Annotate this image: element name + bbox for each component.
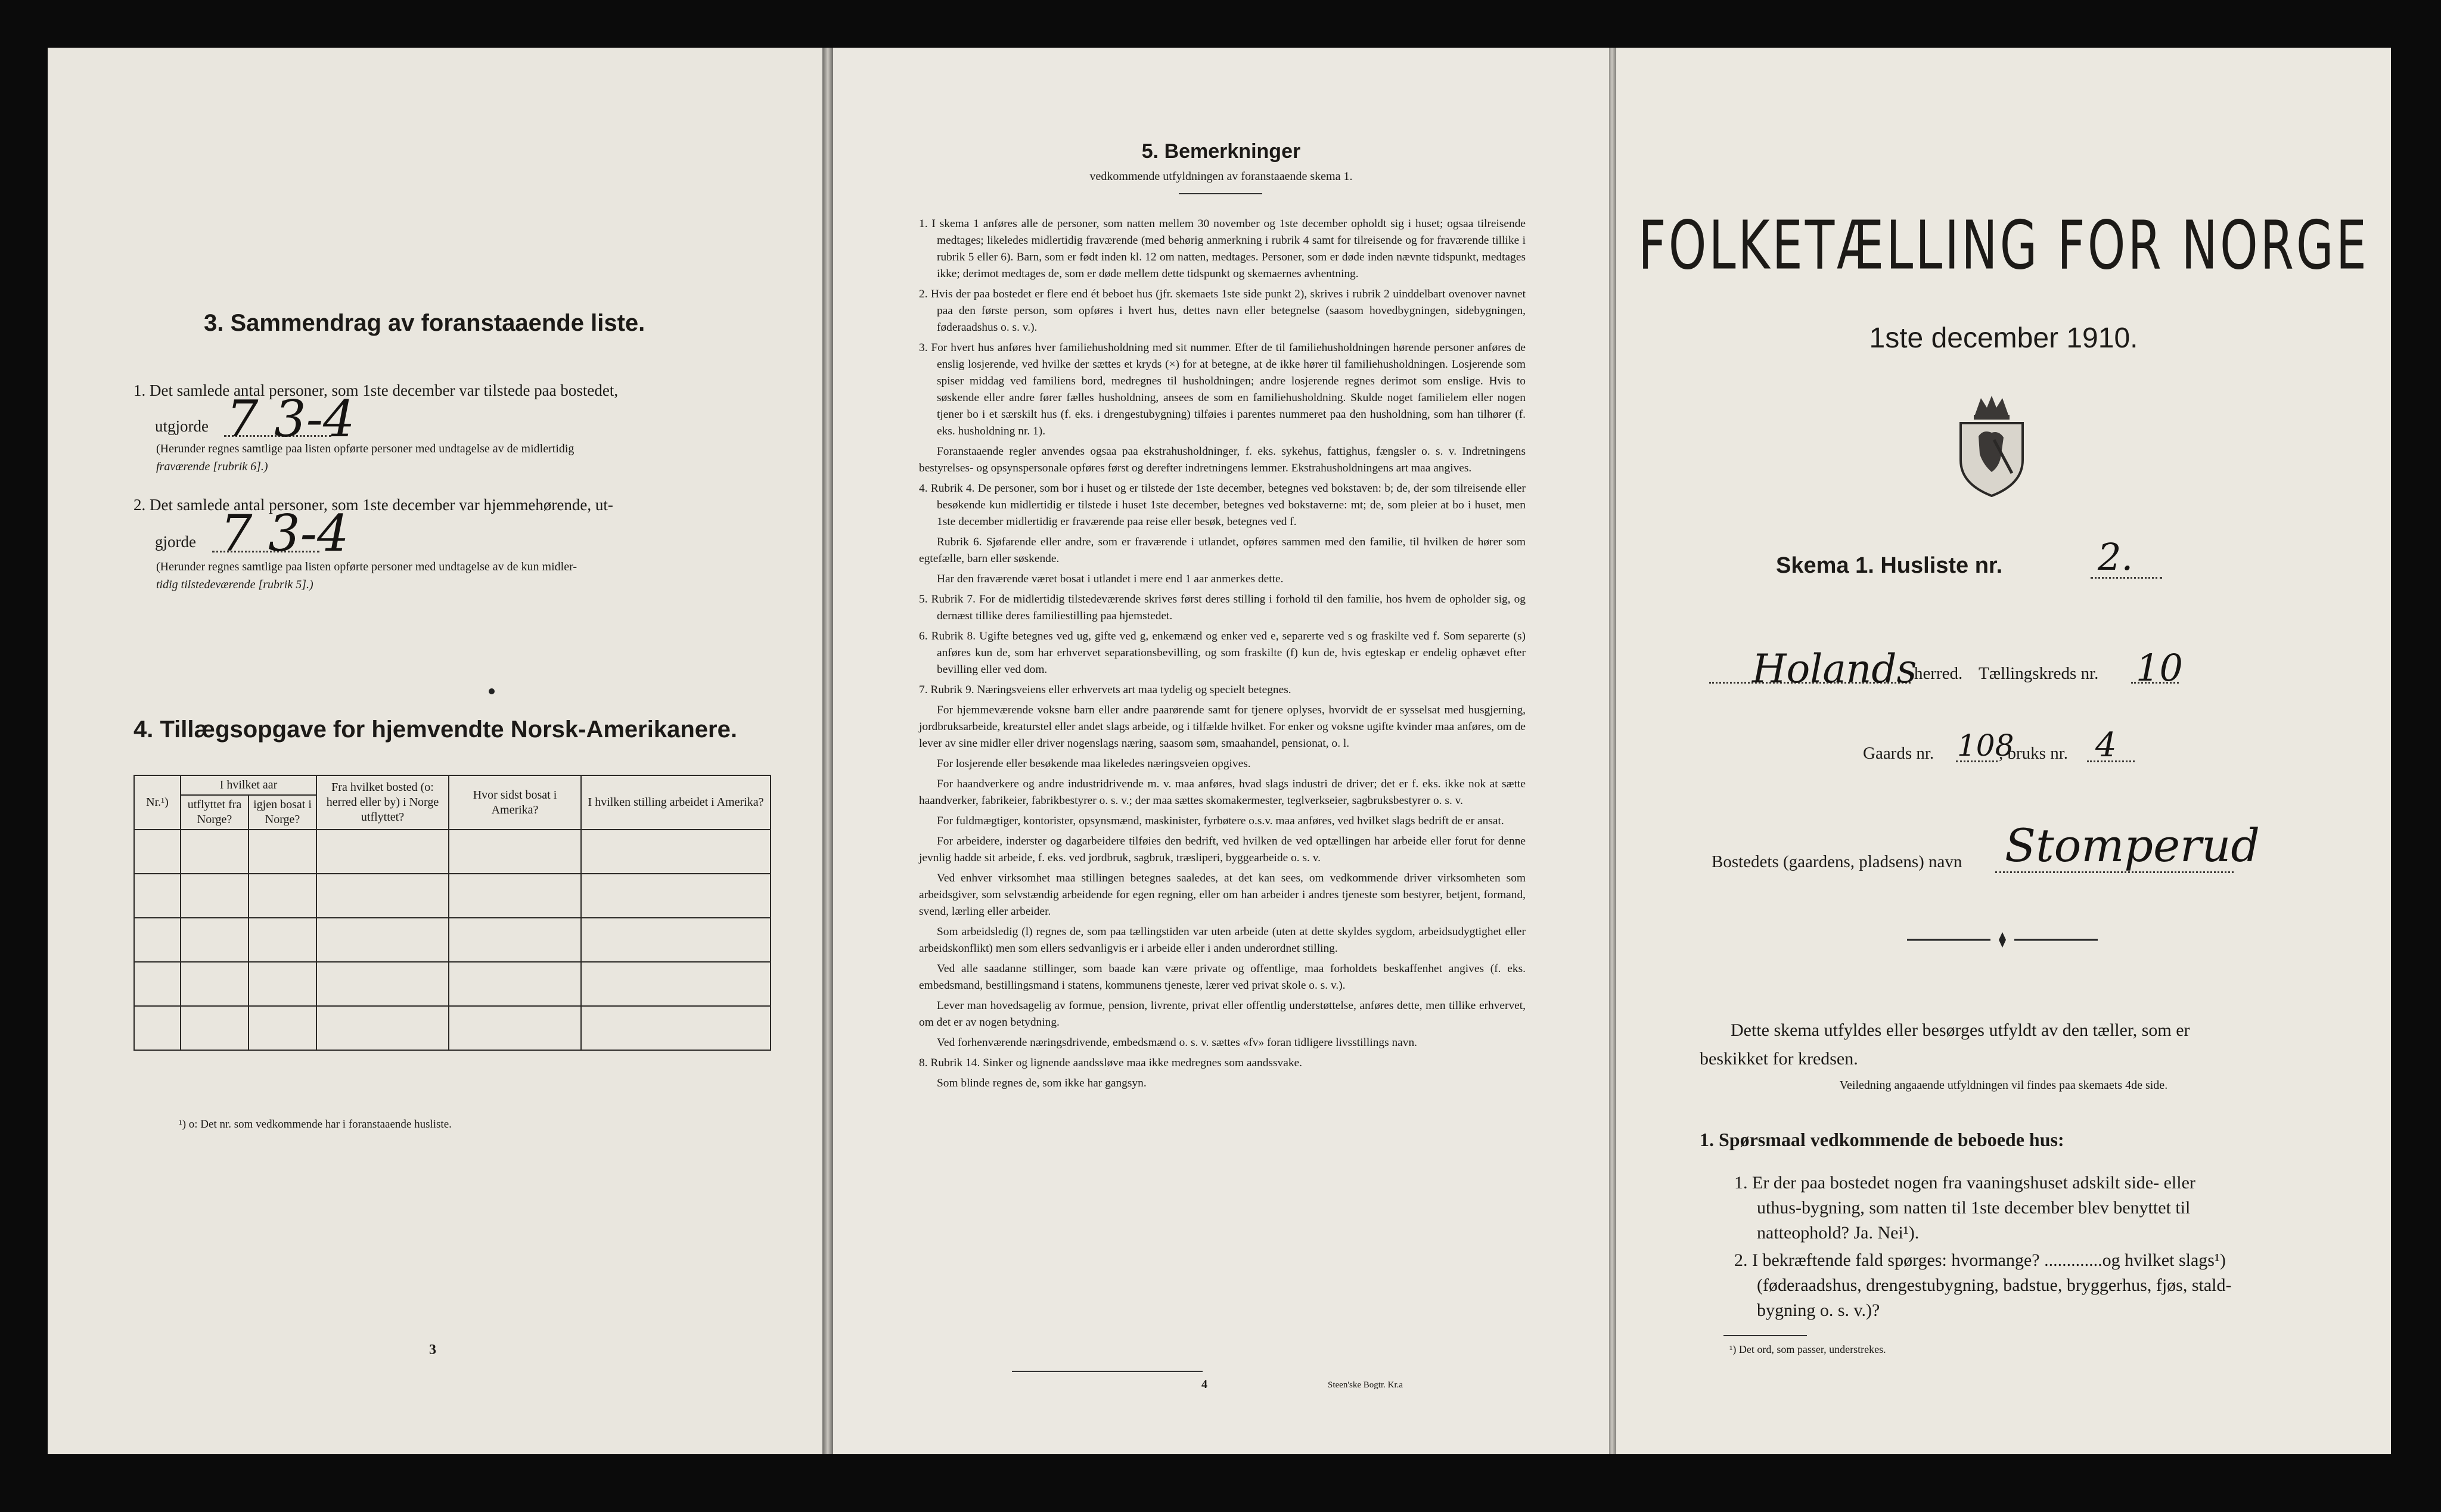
remark-3b: Foranstaaende regler anvendes ogsaa paa ekstrahusholdninger, f. eks. sykehus, fattighus, fængsler o. s. v. Indretningens bestyrelses- og opsynspersonale opføres først og derefter indretningens lemmer. Ekstrahusholdningens art maa angives. bbox=[919, 445, 1526, 474]
item1-note: (Herunder regnes samtlige paa listen opførte personer med undtagelse av de midlertidig bbox=[156, 442, 574, 455]
question-2-line-2: (føderaadshus, drengestubygning, badstue, bryggerhus, fjøs, stald- bbox=[1757, 1275, 2232, 1295]
remarks-subheading: vedkommende utfyldningen av foranstaaende skema 1. bbox=[1089, 170, 1353, 183]
col-hvilket-aar: I hvilket aar bbox=[181, 775, 316, 795]
item2-utgjorde: gjorde bbox=[155, 533, 196, 551]
form-title: FOLKETÆLLING FOR NORGE bbox=[1638, 206, 2369, 285]
col-nr: Nr.¹) bbox=[134, 775, 181, 830]
col-fra-bosted: Fra hvilket bosted (o: herred eller by) i Norge utflyttet? bbox=[316, 775, 449, 830]
remark-7j: Lever man hovedsagelig av formue, pension, livrente, privat eller offentlig understøttelse, anføres dette, men tillike erhvervet, om det er av nogen betydning. bbox=[919, 999, 1526, 1029]
bosted-value: Stomperud bbox=[2005, 819, 2260, 872]
table-row bbox=[134, 1006, 771, 1050]
section3-heading: 3. Sammendrag av foranstaaende liste. bbox=[204, 310, 645, 336]
col-utflyttet: utflyttet fra Norge? bbox=[181, 795, 249, 830]
remark-7k: Ved forhenværende næringsdrivende, embedsmænd o. s. v. sættes «fv» foran tidligere livsstillings navn. bbox=[937, 1036, 1418, 1049]
kreds-label: Tællingskreds nr. bbox=[1979, 664, 2099, 683]
norsk-amerikanere-table bbox=[133, 775, 771, 1051]
page-3 bbox=[48, 48, 822, 1454]
page-1-cover bbox=[1616, 48, 2391, 1454]
item2-text: 2. Det samlede antal personer, som 1ste december var hjemmehørende, ut- bbox=[133, 496, 613, 514]
page-5-remarks bbox=[833, 48, 1609, 1454]
page-number: 3 bbox=[429, 1342, 436, 1358]
remark-1: 1. I skema 1 anføres alle de personer, som natten mellem 30 november og 1ste december opholdt sig i huset; ogsaa tilreisende medtages; likeledes midlertidig fraværende (med behørig anmerkning i rubrik 4 samt for tilreisende og for fraværende tillike i rubrik 5 eller 6). Barn, som er født inden kl. 12 om natten, medtages. Personer, som er døde inden nævnte tidspunkt, medtages ikke; derimot medtages de, som er døde mellem dette tidspunkt og skemaernes avhentning. bbox=[919, 218, 1526, 280]
section4-heading: 4. Tillægsopgave for hjemvendte Norsk-Amerikanere. bbox=[133, 716, 737, 743]
herred-label: herred. bbox=[1914, 664, 1963, 683]
page-number: 4 bbox=[1201, 1378, 1207, 1391]
table-row bbox=[134, 962, 771, 1006]
item2-note: (Herunder regnes samtlige paa listen opførte personer med undtagelse av de kun midler- bbox=[156, 560, 577, 573]
coat-of-arms-icon bbox=[1950, 395, 2033, 497]
table-footnote: ¹) o: Det nr. som vedkommende har i foranstaaende husliste. bbox=[179, 1118, 452, 1131]
herred-value: Holands bbox=[1752, 646, 1917, 692]
remarks-heading: 5. Bemerkninger bbox=[1141, 140, 1301, 163]
bosted-label: Bostedets (gaardens, pladsens) navn bbox=[1712, 852, 1962, 871]
remark-7h: Som arbeidsledig (l) regnes de, som paa tællingstiden var uten arbeide (uten at dette skyldes sygdom, arbeidsudygtighet eller arbeidskonflikt) men som ellers sedvanligvis er i arbeide eller i anden underordnet stilling. bbox=[919, 926, 1526, 955]
veiledning-note: Veiledning angaaende utfyldningen vil findes paa skemaets 4de side. bbox=[1839, 1079, 2168, 1092]
item1-note-cont: fraværende [rubrik 6].) bbox=[156, 460, 268, 473]
remark-5: 5. Rubrik 7. For de midlertidig tilstedeværende skrives først deres stilling i forhold til den familie, hos hvem de opholder sig, og dernæst tillike deres familiestilling paa hjemstedet. bbox=[919, 593, 1526, 622]
item2-handwritten-value: 7 3-4 bbox=[221, 504, 349, 563]
item1-handwritten-value: 7 3-4 bbox=[226, 390, 355, 448]
bruks-value: 4 bbox=[2095, 726, 2117, 765]
remark-4c: Har den fraværende været bosat i utlandet i mere end 1 aar anmerkes dette. bbox=[937, 573, 1284, 585]
remark-7g: Ved enhver virksomhet maa stillingen betegnes saaledes, at det kan sees, om vedkommende driver virksomheten som arbeidsgiver, som selvstændig arbeidende for egen regning, eller om han arbeider i andres tjeneste som bestyrer, betjent, formand, svend, lærling eller arbeider. bbox=[919, 872, 1526, 918]
remark-3: 3. For hvert hus anføres hver familiehusholdning med sit nummer. Efter de til familiehusholdningen hørende personer anføres de enslig losjerende, ved hvilke der sættes et kryds (×) for at betegne, at de ikke hører til familiehusholdningen. Losjerende som spiser middag ved familiens bord, medregnes til husholdningen; andre losjerende regnes derimot som enslige. Hvis to søskende eller andre fører fælles husholdning, ansees de som en familiehusholdning. Skulde noget familielem eller nogen tjener bo i et særskilt hus (f. eks. i drengestubygning) tilføies i parentes nummeret paa den husholdning, som han tilhører (f. eks. husholdning nr. 1). bbox=[919, 341, 1526, 437]
remark-2: 2. Hvis der paa bostedet er flere end ét beboet hus (jfr. skemaets 1ste side punkt 2), skrives i rubrik 2 uinddelbart ovenover navnet paa den første person, som opføres i hvert hus, dettes navn eller betegnelse (saasom hovedbygningen, sidebygningen, føderaadshus o. s. v.). bbox=[919, 288, 1526, 334]
table-row bbox=[134, 874, 771, 918]
kreds-value: 10 bbox=[2136, 646, 2183, 690]
remark-7i: Ved alle saadanne stillinger, som baade kan være private og offentlige, maa forholdets beskaffenhet angives (f. eks. embedsmand, bestillingsmand i statens, kommunens tjeneste, lærer ved privat skole o. s. v.). bbox=[919, 963, 1526, 992]
question-2-line-1: 2. I bekræftende fald spørges: hvormange? .............og hvilket slags¹) bbox=[1734, 1250, 2226, 1270]
husliste-nr-value: 2. bbox=[2098, 535, 2133, 579]
table-row bbox=[134, 918, 771, 962]
bruks-label: , bruks nr. bbox=[1999, 744, 2068, 763]
remark-7b: For hjemmeværende voksne barn eller andre paarørende samt for tjenere oplyses, hvorvidt de er sysselsat med husgjerning, jordbruksarbeide, kreaturstel eller andet slags arbeide, og i tilfælde hvilket. For enker og voksne ugifte kvinder maa anføres, om de lever av sine midler eller driver nogenslags næring, saasom søm, smaahandel, pensionat, o. l. bbox=[919, 704, 1526, 750]
printer-imprint: Steen'ske Bogtr. Kr.a bbox=[1328, 1380, 1403, 1390]
remark-6: 6. Rubrik 8. Ugifte betegnes ved ug, gifte ved g, enkemænd og enker ved e, separerte ved s og fraskilte ved f. Som separerte (s) anføres kun de, som har erhvervet separationsbevilling, og som fraskilte (f) kun de, hvis egteskap er endelig ophævet efter bevilling eller ved dom. bbox=[919, 630, 1526, 676]
table-row bbox=[134, 830, 771, 874]
remark-7f: For arbeidere, inderster og dagarbeidere tilføies den bedrift, ved hvilken de ved optællingen har arbeide eller forut for denne jevnlig hadde sit arbeide, f. eks. ved jordbruk, sagbruk, træsliperi, byggearbeide o. s. v. bbox=[919, 835, 1526, 864]
ornament-divider bbox=[1907, 930, 2098, 950]
census-date: 1ste december 1910. bbox=[1869, 322, 2138, 354]
remark-7: 7. Rubrik 9. Næringsveiens eller erhvervets art maa tydelig og specielt betegnes. bbox=[919, 684, 1291, 696]
questions-heading: 1. Spørsmaal vedkommende de beboede hus: bbox=[1700, 1129, 2064, 1150]
item2-note-cont: tidig tilstedeværende [rubrik 5].) bbox=[156, 578, 313, 591]
page1-footnote: ¹) Det ord, som passer, understrekes. bbox=[1729, 1343, 1886, 1355]
col-igjen: igjen bosat i Norge? bbox=[249, 795, 316, 830]
gaards-value: 108 bbox=[1957, 728, 2014, 763]
remarks-list bbox=[919, 216, 1526, 1095]
remark-8b: Som blinde regnes de, som ikke har gangsyn. bbox=[937, 1077, 1147, 1089]
remark-4b: Rubrik 6. Sjøfarende eller andre, som er fraværende i utlandet, opføres sammen med den familie, til hvilken de hører som egtefælle, barn eller søskende. bbox=[919, 536, 1526, 565]
question-1-line-2: uthus-bygning, som natten til 1ste december blev benyttet til bbox=[1757, 1198, 2191, 1218]
remark-7d: For haandverkere og andre industridrivende m. v. maa anføres, hvad slags industri de driver; det er f. eks. ikke nok at sætte haandverker, fabrikeier, fabrikbestyrer o. s. v.; der maa sættes skomakermester, teglverkseier, sagbruksbestyrer o. s. v. bbox=[919, 778, 1526, 807]
item1-text: 1. Det samlede antal personer, som 1ste december var tilstede paa bostedet, bbox=[133, 381, 619, 399]
question-1-line-1: 1. Er der paa bostedet nogen fra vaaningshuset adskilt side- eller bbox=[1734, 1173, 2195, 1193]
remark-8: 8. Rubrik 14. Sinker og lignende aandssløve maa ikke medregnes som aandssvake. bbox=[919, 1057, 1302, 1069]
intro-line-2: beskikket for kredsen. bbox=[1700, 1049, 1858, 1069]
skema-label: Skema 1. Husliste nr. bbox=[1776, 553, 2003, 578]
gaards-label: Gaards nr. bbox=[1863, 744, 1934, 763]
col-stilling: I hvilken stilling arbeidet i Amerika? bbox=[581, 775, 771, 830]
col-hvor-bosat: Hvor sidst bosat i Amerika? bbox=[449, 775, 581, 830]
remark-4: 4. Rubrik 4. De personer, som bor i huset og er tilstede der 1ste december, betegnes ved bokstaven: b; de, der som tilreisende eller besøkende kun midlertidig er tilstede i huset 1ste december, betegnes ved bokstaverne: mt; de, som pleier at bo i huset, men 1ste december midlertidig er fraværende paa reise eller besøk, betegnes ved f. bbox=[919, 482, 1526, 528]
question-2-line-3: bygning o. s. v.)? bbox=[1757, 1300, 1880, 1320]
remark-7e: For fuldmægtiger, kontorister, opsynsmænd, maskinister, fyrbøtere o.s.v. maa anføres, ved hvilket slags bedrift de er ansat. bbox=[937, 815, 1504, 827]
remark-7c: For losjerende eller besøkende maa likeledes næringsveien opgives. bbox=[937, 757, 1251, 770]
ink-dot bbox=[489, 688, 495, 694]
item1-utgjorde: utgjorde bbox=[155, 417, 209, 435]
question-1-line-3: natteophold? Ja. Nei¹). bbox=[1757, 1223, 1920, 1243]
intro-line-1: Dette skema utfyldes eller besørges utfyldt av den tæller, som er bbox=[1731, 1020, 2190, 1040]
